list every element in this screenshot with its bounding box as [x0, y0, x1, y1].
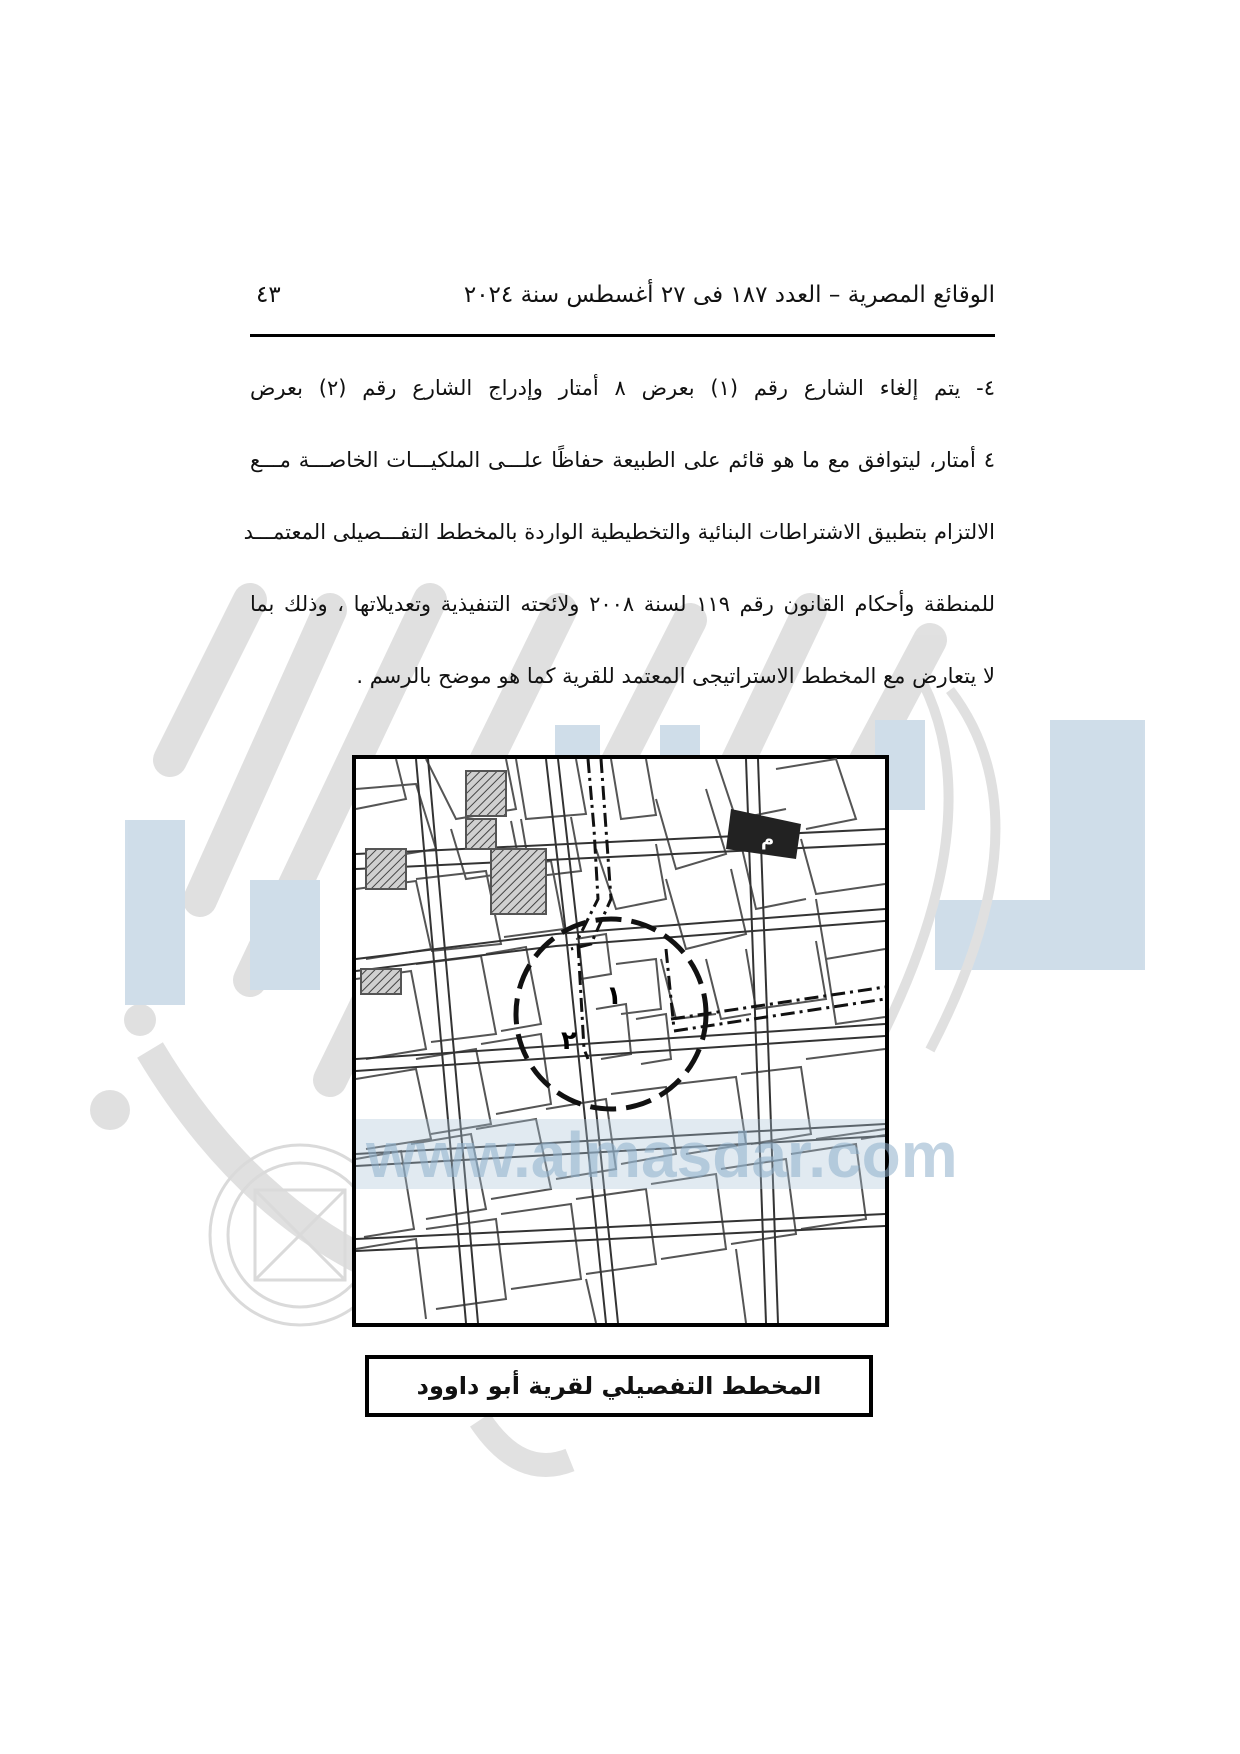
body-line: الالتزام بتطبيق الاشتراطات البنائية والتخطيطية الواردة بالمخطط التفـــصيلى المعتمـــد: [243, 520, 995, 544]
body-line: ٤ أمتار، ليتوافق مع ما هو قائم على الطبيعة حفاظًا علـــى الملكيـــات الخاصـــة مـــع: [250, 448, 995, 472]
map-caption: المخطط التفصيلي لقرية أبو داوود: [365, 1355, 873, 1417]
map-watermark-url: www.almasdar.com: [366, 1119, 958, 1191]
detailed-plan-map: [352, 755, 958, 1327]
body-line: ٤- يتم إلغاء الشارع رقم (١) بعرض ٨ أمتار وإدراج الشارع رقم (٢) بعرض: [250, 376, 995, 400]
street-label-1: ١: [606, 981, 622, 1011]
page-number: ٤٣: [256, 282, 281, 308]
body-paragraph: [243, 368, 995, 728]
gazette-header: [250, 282, 995, 322]
body-line: لا يتعارض مع المخطط الاستراتيجى المعتمد للقرية كما هو موضح بالرسم .: [356, 664, 995, 688]
mosque-label: م: [761, 829, 775, 850]
body-line: للمنطقة وأحكام القانون رقم ١١٩ لسنة ٢٠٠٨ ولائحته التنفيذية وتعديلاتها ، وذلك بما: [250, 592, 995, 616]
street-label-2: ٢: [561, 1026, 577, 1056]
header-rule: [250, 334, 995, 337]
header-title: الوقائع المصرية – العدد ١٨٧ فى ٢٧ أغسطس سنة ٢٠٢٤: [463, 282, 995, 308]
map-drawing: [356, 759, 958, 1323]
